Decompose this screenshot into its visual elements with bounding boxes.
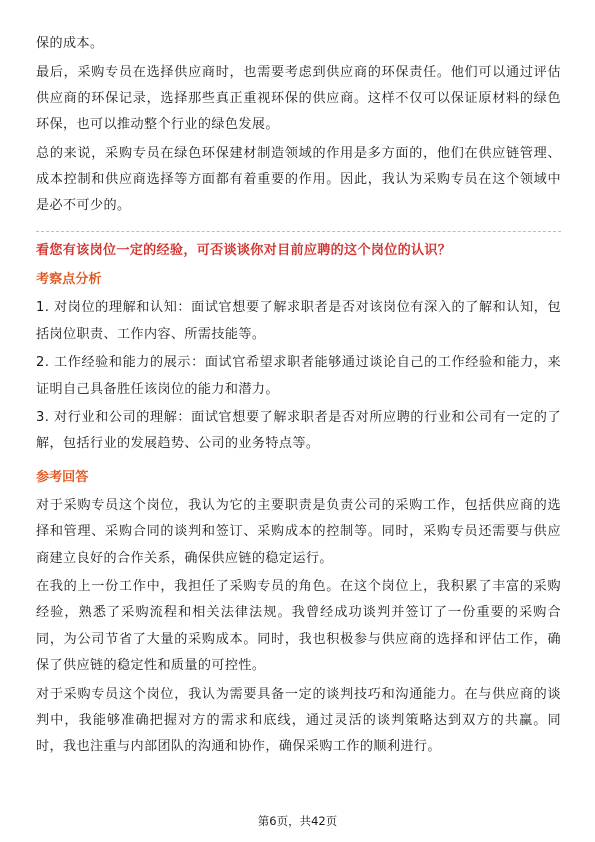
- intro-paragraph: 最后，采购专员在选择供应商时，也需要考虑到供应商的环保责任。他们可以通过评估供应商的环保记录，选择那些真正重视环保的供应商。这样不仅可以保证原材料的绿色环保，也可以推动整个行业的绿色发展。: [36, 64, 561, 133]
- reference-paragraph: 对于采购专员这个岗位，我认为需要具备一定的谈判技巧和沟通能力。在与供应商的谈判中，我能够准确把握对方的需求和底线，通过灵活的谈判策略达到双方的共赢。同时，我也注重与内部团队的沟通和协作，确保采购工作的顺利进行。: [36, 686, 561, 754]
- section-divider: [36, 231, 561, 232]
- analysis-heading: 考察点分析: [36, 272, 102, 288]
- reference-heading: 参考回答: [36, 470, 89, 486]
- analysis-item: 1. 对岗位的理解和认知：面试官想要了解求职者是否对该岗位有深入的了解和认知，包括岗位职责、工作内容、所需技能等。: [36, 300, 561, 342]
- intro-paragraph: 总的来说，采购专员在绿色环保建材制造领域的作用是多方面的，他们在供应链管理、成本控制和供应商选择等方面都有着重要的作用。因此，我认为采购专员在这个领域中是必不可少的。: [36, 145, 561, 214]
- page-content: [36, 31, 561, 763]
- intro-paragraph: 保的成本。: [36, 36, 104, 51]
- reference-paragraph: 对于采购专员这个岗位，我认为它的主要职责是负责公司的采购工作，包括供应商的选择和管理、采购合同的谈判和签订、采购成本的控制等。同时，采购专员还需要与供应商建立良好的合作关系，确保供应链的稳定运行。: [36, 498, 561, 566]
- analysis-item: 2. 工作经验和能力的展示：面试官希望求职者能够通过谈论自己的工作经验和能力，来证明自己具备胜任该岗位的能力和潜力。: [36, 355, 561, 397]
- reference-paragraph: 在我的上一份工作中，我担任了采购专员的角色。在这个岗位上，我积累了丰富的采购经验，熟悉了采购流程和相关法律法规。我曾经成功谈判并签订了一份重要的采购合同，为公司节省了大量的采购成本。同时，我也积极参与供应商的选择和评估工作，确保了供应链的稳定性和质量的可控性。: [36, 579, 561, 673]
- interview-question: 看您有该岗位一定的经验，可否谈谈你对目前应聘的这个岗位的认识？: [36, 243, 452, 259]
- analysis-item: 3. 对行业和公司的理解：面试官想要了解求职者是否对所应聘的行业和公司有一定的了解，包括行业的发展趋势、公司的业务特点等。: [36, 410, 561, 452]
- page-number: 第6页，共42页: [257, 814, 338, 828]
